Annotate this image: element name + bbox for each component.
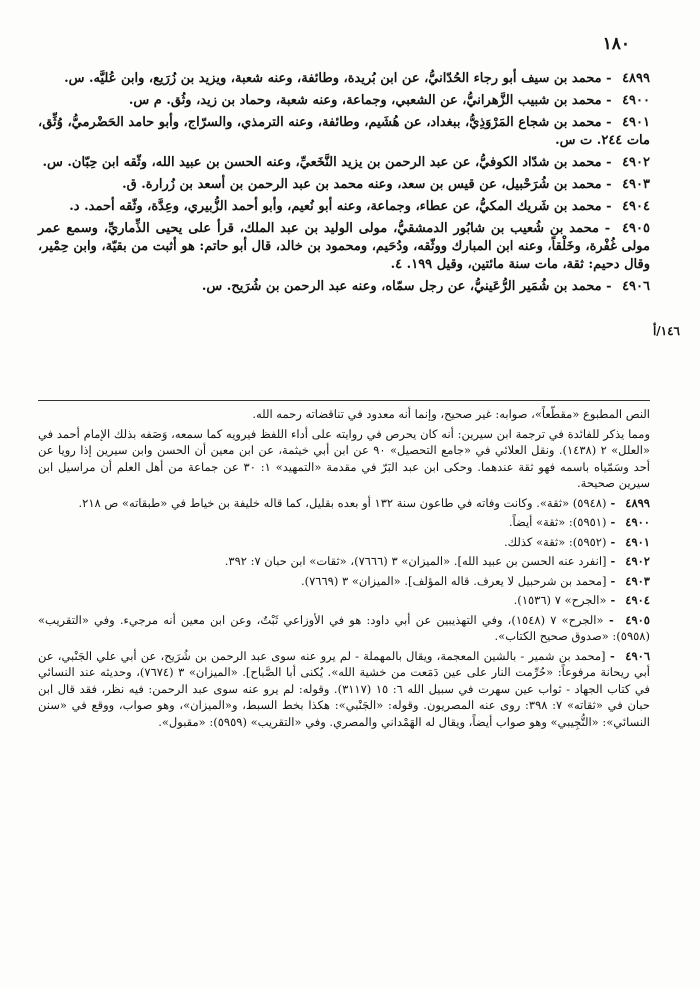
entry-text: محمد بن شجاع المَرْوَذِيُّ، ببغداد، عن هُشَيم، وطائفة، وعنه الترمذي، والسرّاج، وأبو حامد الحَضْرميُّ، وُثِّق، مات ٢٤٤. ت س. xyxy=(38,115,650,148)
entry-number: ٤٩٠٢ xyxy=(622,155,650,170)
footnote: ٤٨٩٩ - (٥٩٤٨) «ثقة». وكانت وفاته في طاعون سنة ١٣٢ أو بعده بقليل، كما قاله خليفة بن خياط في «طبقاته» ص ٢١٨. xyxy=(78,495,650,510)
footnotes xyxy=(38,406,650,733)
entry-number: ٤٩٠٥ xyxy=(622,221,650,236)
footnote-number: ٤٩٠٥ xyxy=(625,612,650,627)
entry-number: ٤٩٠٤ xyxy=(622,199,650,214)
footnote: ٤٩٠٦ - [محمد بن شمير - بالشين المعجمة، ويقال بالمهملة - لم يرو عنه سوى عبد الرحمن بن شُرَيح، عن أبي علي الجَنْبي، عن أبي ريحانة مرفوعاً: «حُرِّمت النار على عين دَمَعت من خشية الله». يُكنى أبا الصَّباح]. «الميزان» ٣ (٧٦٧٤)، وحديثه عند النسائي في كتاب الجهاد - ثواب عين سهرت في سبيل الله ٦: ١٥ (٣١١٧). وقوله: لم يرو عنه سوى عبد الرحمن: فيه نظر، فقد قال ابن حبان في «ثقاته» ٧: ٣٩٨: روى عنه المصريون. وقوله: «الجَنْبي»: هكذا بخط السبط، و«الميزان»، وهو صواب، ووقع في «سنن النسائي»: «التُّجِيبي» وهو صواب أيضاً، ويقال له الهَمْداني والمصري. وفي «التقريب» (٥٩٥٩): «مقبول». xyxy=(38,648,651,729)
entry: ٤٩٠٦ - محمد بن شُمَير الرُّعَينيُّ، عن رجل سمّاه، وعنه عبد الرحمن بن شُرَيح. س. xyxy=(201,279,650,294)
footnote: ٤٩٠٣ - [محمد بن شرحبيل لا يعرف. قاله المؤلف]. «الميزان» ٣ (٧٦٦٩). xyxy=(300,573,650,588)
entry: ٤٩٠٢ - محمد بن شدّاد الكوفيُّ، عن عبد الرحمن بن يزيد النَّخَعيِّ، وعنه الحسن بن عبيد الله، وثّقه ابن حِبّان. س. xyxy=(42,155,650,170)
entry-text: محمد بن شُعيب بن شابُور الدمشقيُّ، مولى الوليد بن عبد الملك، قرأ على يحيى الذِّماريِّ، وسمع عمر مولى غُفْرة، وخَلْقاً، وعنه ابن المبارك ووثّقه، ودُحَيم، ومحمود بن خالد، قال أبو حاتم: هو أثبت من بقيّة، وابن حِمْير، وقال دحيم: ثقة، مات سنة مائتين، وقيل ١٩٩. ٤. xyxy=(38,221,650,272)
entry: ٤٩٠١ - محمد بن شجاع المَرْوَذِيُّ، ببغداد، عن هُشَيم، وطائفة، وعنه الترمذي، والسرّاج، وأبو حامد الحَضْرميُّ، وُثِّق، مات ٢٤٤. ت س. xyxy=(38,115,650,148)
footnote-number: ٤٩٠١ xyxy=(625,534,650,549)
footnote-text: [محمد بن شمير - بالشين المعجمة، ويقال بالمهملة - لم يرو عنه سوى عبد الرحمن بن شُرَيح، عن أبي علي الجَنْبي، عن أبي ريحانة مرفوعاً: «حُرِّمت النار على عين دَمَعت من خشية الله». يُكنى أبا الصَّباح]. «الميزان» ٣ (٧٦٧٤)، وحديثه عند النسائي في كتاب الجهاد - ثواب عين سهرت في سبيل الله ٦: ١٥ (٣١١٧). وقوله: لم يرو عنه سوى عبد الرحمن: فيه نظر، فقد قال ابن حبان في «ثقاته» ٧: ٣٩٨: روى عنه المصريون. وقوله: «الجَنْبي»: هكذا بخط السبط، و«الميزان»، وهو صواب، ووقع في «سنن النسائي»: «التُّجِيبي» وهو صواب أيضاً، ويقال له الهَمْداني والمصري. وفي «التقريب» (٥٩٥٩): «مقبول». xyxy=(38,648,651,729)
entry-number: ٤٩٠٠ xyxy=(622,93,650,108)
footnote: ٤٩٠٥ - «الجرح» ٧ (١٥٤٨)، وفي التهذيبين عن أبي داود: هو في الأوزاعي ثَبْتٌ، وعن ابن معين أنه مرجيء. وفي «التقريب» (٥٩٥٨): «صدوق صحيح الكتاب». xyxy=(38,612,650,643)
footnote-number: ٤٩٠٣ xyxy=(625,573,650,588)
entry-number: ٤٩٠٣ xyxy=(622,177,650,192)
page-number: ١٨٠ xyxy=(602,34,630,54)
footnote-number: ٤٩٠٤ xyxy=(625,593,650,607)
footnote-text: (٥٩٤٨) «ثقة». وكانت وفاته في طاعون سنة ١٣٢ أو بعده بقليل، كما قاله خليفة بن خياط في «طبقاته» ص ٢١٨. xyxy=(78,495,607,510)
entry-text: محمد بن سيف أبو رجاء الحُدّانيُّ، عن ابن بُريدة، وطائفة، وعنه شعبة، ويزيد بن زُرَيع، وابن عُليَّه. س. xyxy=(64,71,602,86)
footnote-text: ومما يذكر للفائدة في ترجمة ابن سيرين: أنه كان يحرص في روايته على أداء اللفظ فيرويه كما سمعه، وَصَفه بذلك الإمام أحمد في «العلل» ٢ (١٤٣٨). ونقل العلائي في «جامع التحصيل» ٩٠ عن ابن أبي خيثمة، عن ابن معين أن الحسن وابن سيرين إذا رويا عن أحد وسَمّياه باسمه فهو ثقة عندهما. وحكى ابن عبد البَرّ في مقدمة «التمهيد» ١: ٣٠ عن جماعة من أهل العلم أن مراسيل ابن سيرين صحيحة. xyxy=(38,426,650,490)
entry-text: محمد بن شدّاد الكوفيُّ، عن عبد الرحمن بن يزيد النَّخَعيِّ، وعنه الحسن بن عبيد الله، وثّقه ابن حِبّان. س. xyxy=(42,155,602,170)
entry-number: ٤٩٠٦ xyxy=(622,279,650,294)
entry-text: محمد بن شبيب الزَّهرانيُّ، عن الشعبي، وجماعة، وعنه شعبة، وحماد بن زيد، وثُق. م س. xyxy=(128,93,602,108)
footnote xyxy=(38,406,650,423)
footnote-number: ٤٩٠٠ xyxy=(625,515,650,529)
entry: ٤٩٠٠ - محمد بن شبيب الزَّهرانيُّ، عن الشعبي، وجماعة، وعنه شعبة، وحماد بن زيد، وثُق. م س. xyxy=(128,93,650,108)
entry-text: محمد بن شَريك المكيُّ، عن عطاء، وجماعة، وعنه أبو نُعيم، وأبو أحمد الزُّبيري، وعِدَّة، وثّقه أحمد. د. xyxy=(69,199,602,214)
footnote-text: (٥٩٥٢): «ثقة» كذلك. xyxy=(503,534,607,549)
margin-reference: ١٤٦/أ xyxy=(652,324,680,338)
entry: ٤٨٩٩ - محمد بن سيف أبو رجاء الحُدّانيُّ، عن ابن بُريدة، وطائفة، وعنه شعبة، ويزيد بن زُرَيع، وابن عُليَّه. س. xyxy=(64,71,650,86)
entry: ٤٩٠٣ - محمد بن شُرَحْبيل، عن قيس بن سعد، وعنه محمد بن عبد الرحمن بن أسعد بن زُرارة. ق. xyxy=(122,177,650,192)
footnote-number: ٤٨٩٩ xyxy=(625,495,650,510)
footnote: ٤٩٠٤ - «الجرح» ٧ (١٥٣٦). xyxy=(513,593,650,607)
footnote-text: [محمد بن شرحبيل لا يعرف. قاله المؤلف]. «الميزان» ٣ (٧٦٦٩). xyxy=(300,573,607,588)
footnote: ٤٩٠١ - (٥٩٥٢): «ثقة» كذلك. xyxy=(503,534,650,549)
footnote-text: [انفرد عنه الحسن بن عبيد الله]. «الميزان» ٣ (٧٦٦٦)، «ثقات» ابن حبان ٧: ٣٩٢. xyxy=(224,554,607,568)
biography-entries xyxy=(38,70,650,300)
footnote-text: (٥٩٥١): «ثقة» أيضاً. xyxy=(508,515,607,529)
entry: ٤٩٠٤ - محمد بن شَريك المكيُّ، عن عطاء، وجماعة، وعنه أبو نُعيم، وأبو أحمد الزُّبيري، وعِدَّة، وثّقه أحمد. د. xyxy=(69,199,650,214)
footnote-text: «الجرح» ٧ (١٥٣٦). xyxy=(513,593,607,607)
entry-number: ٤٨٩٩ xyxy=(622,71,650,86)
footnote-number: ٤٩٠٢ xyxy=(625,554,650,568)
entry-number: ٤٩٠١ xyxy=(622,115,650,130)
entry-text: محمد بن شُرَحْبيل، عن قيس بن سعد، وعنه محمد بن عبد الرحمن بن أسعد بن زُرارة. ق. xyxy=(122,177,602,192)
footnote: ٤٩٠٠ - (٥٩٥١): «ثقة» أيضاً. xyxy=(508,515,650,529)
footnote-divider xyxy=(38,400,650,401)
footnote-number: ٤٩٠٦ xyxy=(625,648,651,663)
footnote-text: «الجرح» ٧ (١٥٤٨)، وفي التهذيبين عن أبي داود: هو في الأوزاعي ثَبْتٌ، وعن ابن معين أنه مرجيء. وفي «التقريب» (٥٩٥٨): «صدوق صحيح الكتاب». xyxy=(38,612,650,643)
entry: ٤٩٠٥ - محمد بن شُعيب بن شابُور الدمشقيُّ، مولى الوليد بن عبد الملك، قرأ على يحيى الذِّماريِّ، وسمع عمر مولى غُفْرة، وخَلْقاً، وعنه ابن المبارك ووثّقه، ودُحَيم، ومحمود بن خالد، قال أبو حاتم: هو أثبت من بقيّة، وابن حِمْير، وقال دحيم: ثقة، مات سنة مائتين، وقيل ١٩٩. ٤. xyxy=(38,221,650,272)
footnote-text: النص المطبوع «مقطّعاً»، صوابه: غير صحيح، وإنما أنه معدود في تناقضاته رحمه الله. xyxy=(252,407,650,421)
entry-text: محمد بن شُمَير الرُّعَينيُّ، عن رجل سمّاه، وعنه عبد الرحمن بن شُرَيح. س. xyxy=(201,279,602,294)
footnote xyxy=(38,426,650,492)
footnote: ٤٩٠٢ - [انفرد عنه الحسن بن عبيد الله]. «الميزان» ٣ (٧٦٦٦)، «ثقات» ابن حبان ٧: ٣٩٢. xyxy=(224,554,650,568)
